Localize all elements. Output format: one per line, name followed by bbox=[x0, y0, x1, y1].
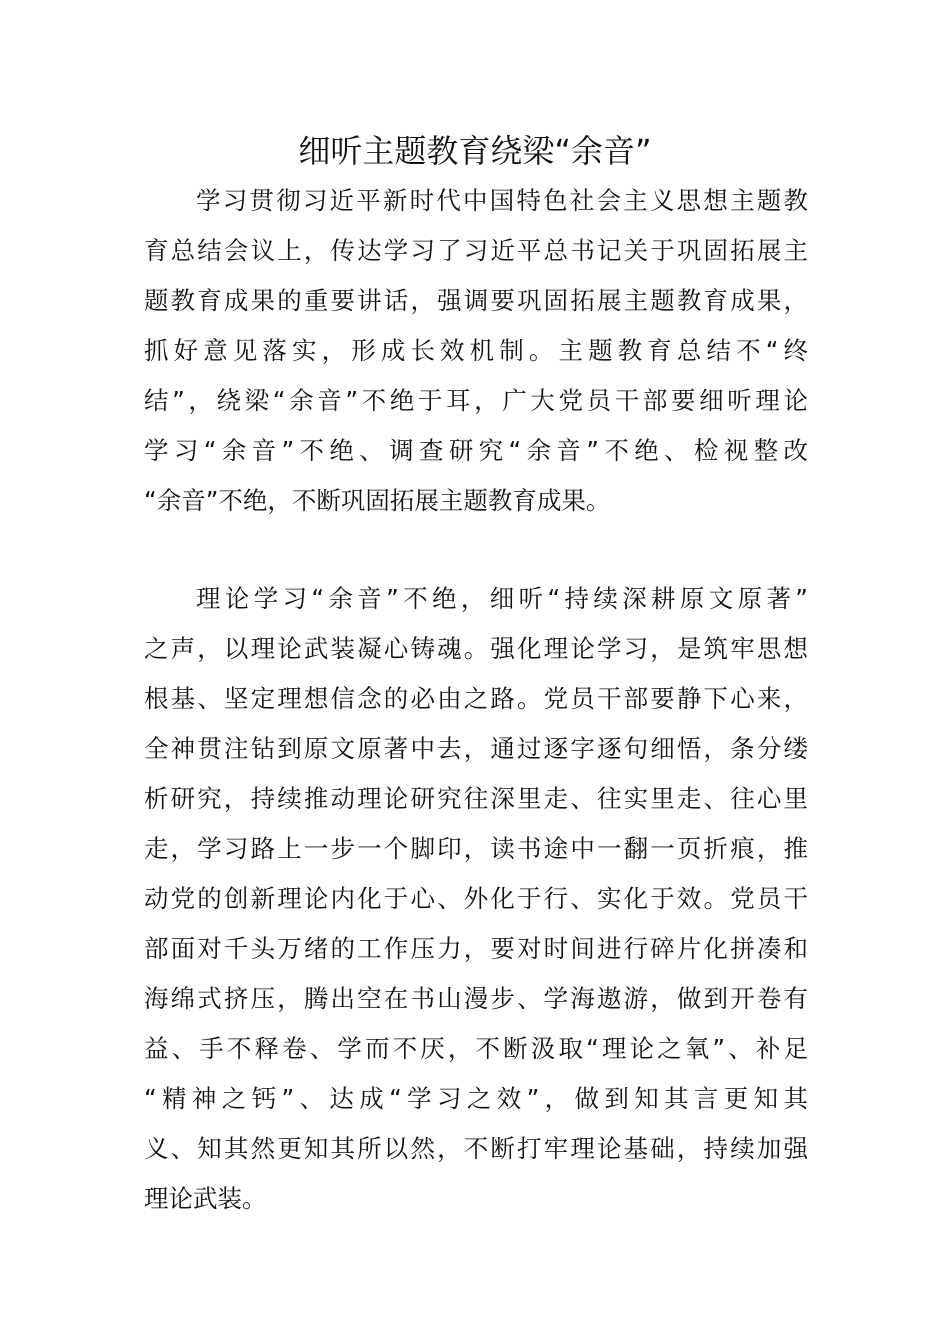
document-title: 细听主题教育绕梁“余音” bbox=[298, 132, 652, 170]
paragraph-line: 之声，以理论武装凝心铸魂。强化理论学习，是筑牢思想 bbox=[144, 634, 808, 663]
paragraph-line: “精神之钙”、达成“学习之效”，做到知其言更知其 bbox=[144, 1084, 808, 1113]
paragraph-line: 学习贯彻习近平新时代中国特色社会主义思想主题教 bbox=[196, 186, 808, 215]
paragraph-line: 抓好意见落实，形成长效机制。主题教育总结不“终 bbox=[144, 336, 808, 365]
paragraph-line: 部面对千头万绪的工作压力，要对时间进行碎片化拼凑和 bbox=[144, 934, 808, 963]
paragraph-line: 理论武装。 bbox=[144, 1184, 267, 1213]
paragraph-line: 根基、坚定理想信念的必由之路。党员干部要静下心来， bbox=[144, 684, 808, 713]
paragraph-line: 海绵式挤压，腾出空在书山漫步、学海遨游，做到开卷有 bbox=[144, 984, 808, 1013]
paragraph-line: 动党的创新理论内化于心、外化于行、实化于效。党员干 bbox=[144, 884, 808, 913]
paragraph-1 bbox=[144, 176, 808, 526]
paragraph-line: 结”，绕梁“余音”不绝于耳，广大党员干部要细听理论 bbox=[144, 386, 808, 415]
paragraph-line: 走，学习路上一步一个脚印，读书途中一翻一页折痕，推 bbox=[144, 834, 808, 863]
paragraph-line: 全神贯注钻到原文原著中去，通过逐字逐句细悟，条分缕 bbox=[144, 734, 808, 763]
paragraph-line: 理论学习“余音”不绝，细听“持续深耕原文原著” bbox=[196, 584, 808, 613]
paragraph-line: 益、手不释卷、学而不厌，不断汲取“理论之氧”、补足 bbox=[144, 1034, 808, 1063]
paragraph-line: 育总结会议上，传达学习了习近平总书记关于巩固拓展主 bbox=[144, 236, 808, 265]
paragraph-2 bbox=[144, 574, 808, 1224]
paragraph-line: 学习“余音”不绝、调查研究“余音”不绝、检视整改 bbox=[144, 436, 808, 465]
paragraph-line: 析研究，持续推动理论研究往深里走、往实里走、往心里 bbox=[144, 784, 808, 813]
paragraph-line: 题教育成果的重要讲话，强调要巩固拓展主题教育成果， bbox=[144, 286, 808, 315]
paragraph-line: “余音”不绝，不断巩固拓展主题教育成果。 bbox=[144, 486, 611, 515]
paragraph-line: 义、知其然更知其所以然，不断打牢理论基础，持续加强 bbox=[144, 1134, 808, 1163]
